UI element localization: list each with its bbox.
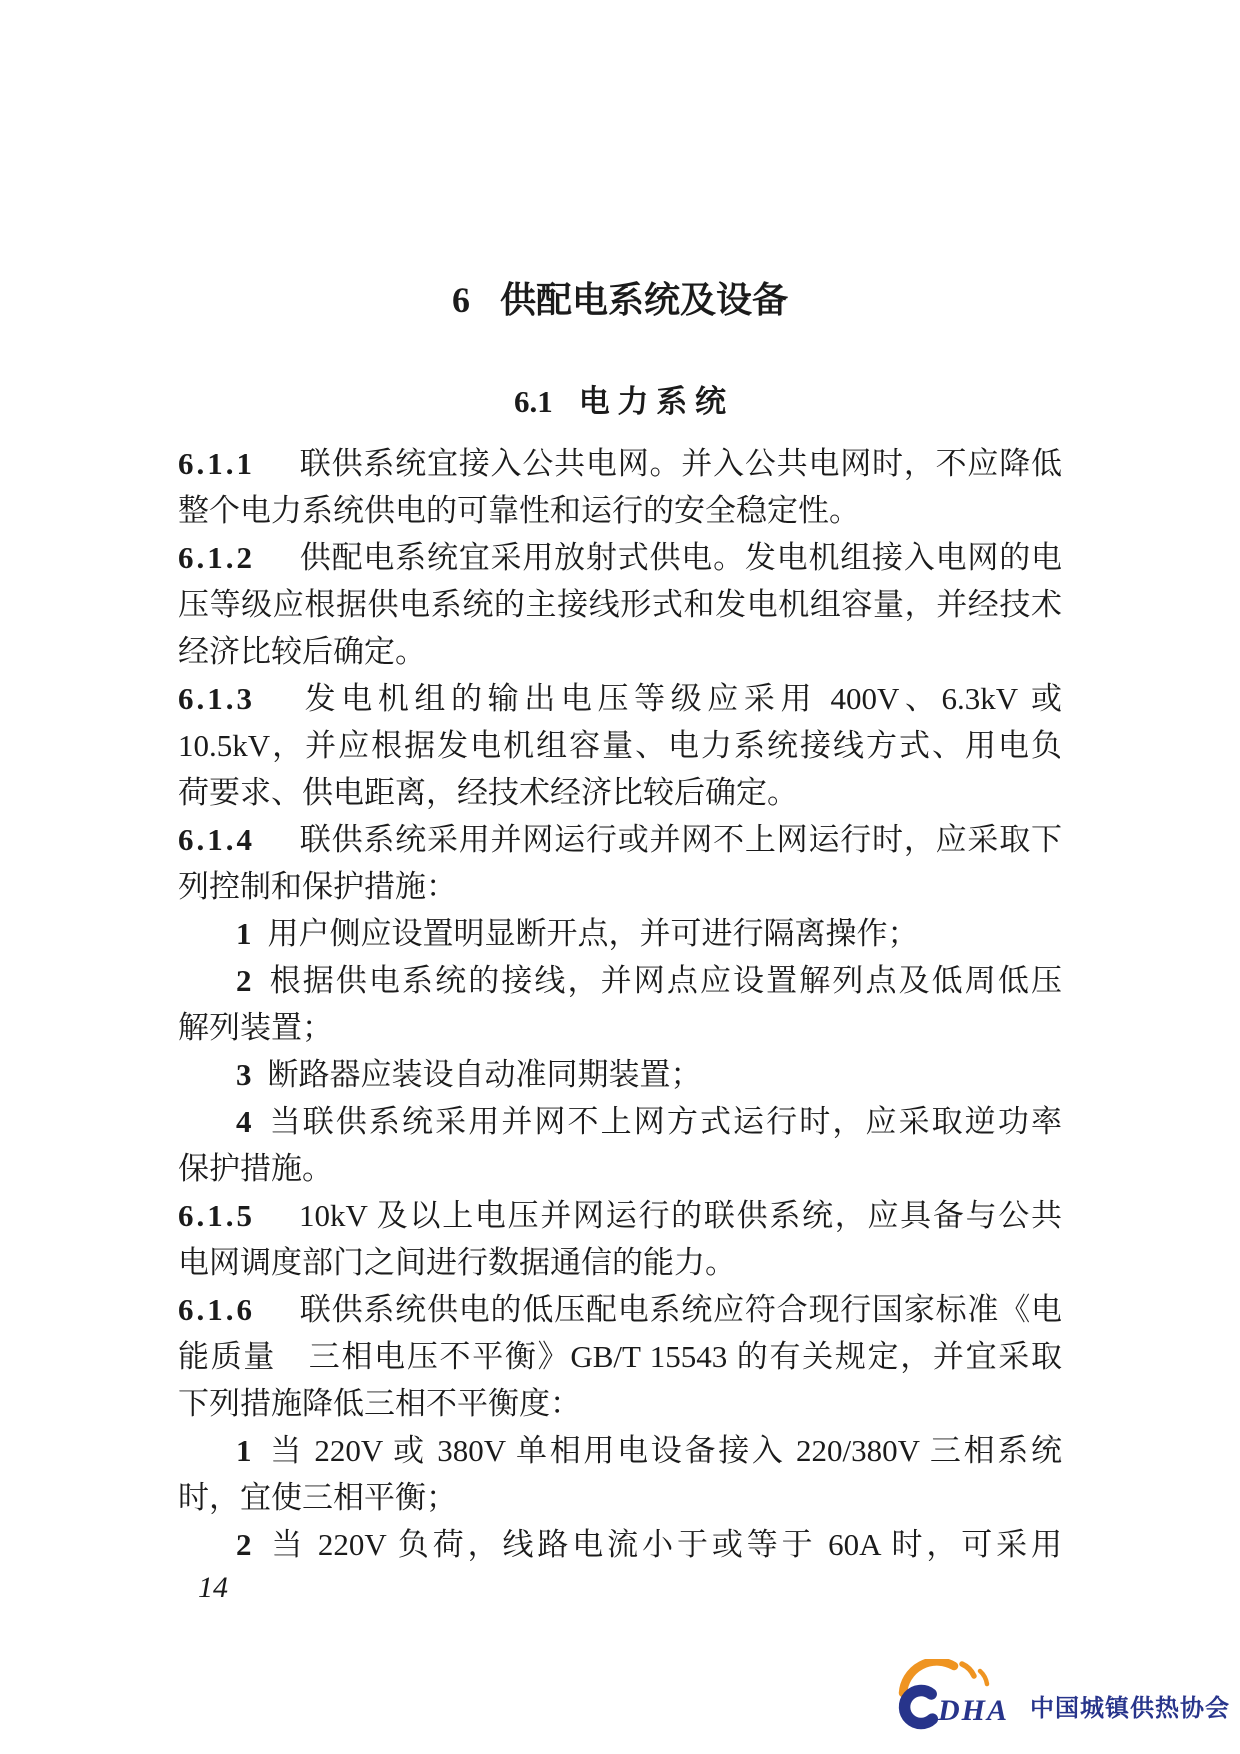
line-text: 联供系统供电的低压配电系统应符合现行国家标准《电 bbox=[299, 1292, 1062, 1327]
page-number: 14 bbox=[198, 1571, 228, 1604]
text-line bbox=[178, 722, 1062, 769]
line-text: 保护措施。 bbox=[178, 1151, 333, 1186]
logo-acronym: DHA bbox=[938, 1694, 1010, 1727]
clause-number: 6.1.4 bbox=[178, 822, 255, 857]
line-text: 下列措施降低三相不平衡度： bbox=[178, 1386, 581, 1421]
line-text: 时，宜使三相平衡； bbox=[178, 1480, 457, 1515]
line-text: 经济比较后确定。 bbox=[178, 634, 426, 669]
text-line bbox=[178, 1051, 1062, 1098]
text-line bbox=[178, 910, 1062, 957]
logo-ray-icon bbox=[980, 1671, 987, 1684]
logo-org-name: 中国城镇供热协会 bbox=[1030, 1695, 1230, 1722]
text-line bbox=[178, 1380, 1062, 1427]
text-line bbox=[178, 816, 1062, 863]
text-line bbox=[178, 1286, 1062, 1333]
text-line bbox=[178, 957, 1062, 1004]
chapter-title: 供配电系统及设备 bbox=[499, 280, 788, 320]
line-text: 当 220V 或 380V 单相用电设备接入 220/380V 三相系统 bbox=[267, 1433, 1062, 1468]
item-number: 4 bbox=[236, 1104, 252, 1139]
text-line bbox=[178, 1145, 1062, 1192]
line-text: 10kV 及以上电压并网运行的联供系统，应具备与公共 bbox=[299, 1198, 1062, 1233]
text-line bbox=[178, 1474, 1062, 1521]
line-text: 压等级应根据供电系统的主接线形式和发电机组容量，并经技术 bbox=[178, 587, 1062, 622]
item-number: 1 bbox=[236, 916, 252, 951]
logo-c-swoosh-icon bbox=[905, 1691, 933, 1724]
logo-ray-icon bbox=[962, 1664, 974, 1676]
line-text: 根据供电系统的接线，并网点应设置解列点及低周低压 bbox=[267, 963, 1062, 998]
item-number: 1 bbox=[236, 1433, 252, 1468]
section-heading bbox=[178, 382, 1062, 422]
line-text: 联供系统采用并网运行或并网不上网运行时，应采取下 bbox=[299, 822, 1062, 857]
chapter-heading bbox=[178, 278, 1062, 322]
line-text: 用户侧应设置明显断开点，并可进行隔离操作； bbox=[267, 916, 919, 951]
text-line bbox=[178, 1239, 1062, 1286]
clause-number: 6.1.2 bbox=[178, 540, 255, 575]
text-line bbox=[178, 1333, 1062, 1380]
item-number: 2 bbox=[236, 1527, 252, 1562]
clause-number: 6.1.5 bbox=[178, 1198, 255, 1233]
line-text: 当联供系统采用并网不上网方式运行时，应采取逆功率 bbox=[267, 1104, 1062, 1139]
text-line bbox=[178, 769, 1062, 816]
text-line bbox=[178, 1521, 1062, 1568]
section-number: 6.1 bbox=[514, 384, 553, 419]
line-text: 列控制和保护措施： bbox=[178, 869, 457, 904]
text-line bbox=[178, 628, 1062, 675]
clause-number: 6.1.3 bbox=[178, 681, 255, 716]
line-text: 解列装置； bbox=[178, 1010, 333, 1045]
text-line bbox=[178, 1192, 1062, 1239]
cdha-logo-graphic bbox=[894, 1659, 1234, 1737]
text-line bbox=[178, 1427, 1062, 1474]
text-line bbox=[178, 675, 1062, 722]
item-number: 3 bbox=[236, 1057, 252, 1092]
line-text: 10.5kV，并应根据发电机组容量、电力系统接线方式、用电负 bbox=[178, 728, 1062, 763]
body-text bbox=[178, 440, 1062, 1568]
text-line bbox=[178, 440, 1062, 487]
item-number: 2 bbox=[236, 963, 252, 998]
text-line bbox=[178, 581, 1062, 628]
cdha-logo bbox=[894, 1659, 1234, 1737]
clause-number: 6.1.6 bbox=[178, 1292, 255, 1327]
line-text: 能质量 三相电压不平衡》GB/T 15543 的有关规定，并宜采取 bbox=[178, 1339, 1062, 1374]
line-text: 电网调度部门之间进行数据通信的能力。 bbox=[178, 1245, 736, 1280]
chapter-number: 6 bbox=[451, 280, 470, 320]
line-text: 当 220V 负荷，线路电流小于或等于 60A 时，可采用 bbox=[267, 1527, 1062, 1562]
text-line bbox=[178, 487, 1062, 534]
text-line bbox=[178, 534, 1062, 581]
text-line bbox=[178, 863, 1062, 910]
line-text: 整个电力系统供电的可靠性和运行的安全稳定性。 bbox=[178, 493, 860, 528]
text-line bbox=[178, 1098, 1062, 1145]
clause-number: 6.1.1 bbox=[178, 446, 255, 481]
text-line bbox=[178, 1004, 1062, 1051]
line-text: 荷要求、供电距离，经技术经济比较后确定。 bbox=[178, 775, 798, 810]
line-text: 发电机组的输出电压等级应采用 400V、6.3kV 或 bbox=[299, 681, 1062, 716]
line-text: 断路器应装设自动准同期装置； bbox=[267, 1057, 702, 1092]
line-text: 联供系统宜接入公共电网。并入公共电网时，不应降低 bbox=[299, 446, 1062, 481]
line-text: 供配电系统宜采用放射式供电。发电机组接入电网的电 bbox=[299, 540, 1062, 575]
section-title: 电 力 系 统 bbox=[578, 384, 726, 419]
